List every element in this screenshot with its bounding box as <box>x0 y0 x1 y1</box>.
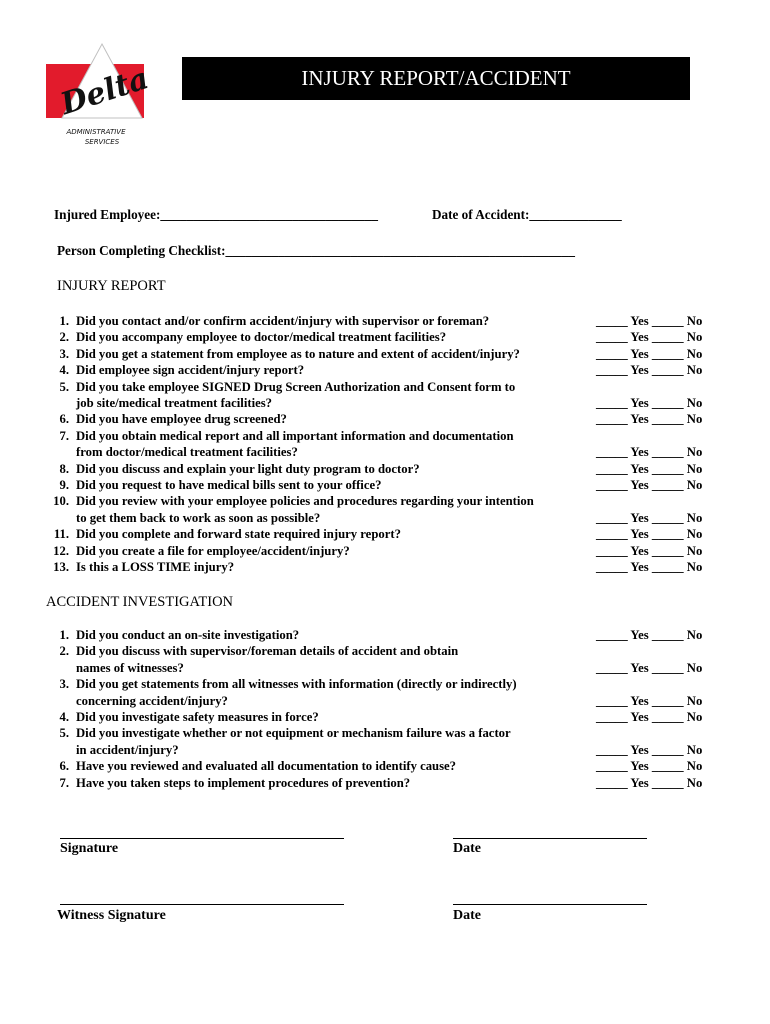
yes-no-answer-field[interactable]: _____ Yes _____ No <box>596 693 703 708</box>
question-row <box>0 627 740 643</box>
question-row <box>0 411 740 427</box>
question-text: Have you taken steps to implement procedures of prevention? <box>76 775 411 790</box>
injury-report-heading: INJURY REPORT <box>57 278 166 294</box>
question-row <box>0 725 740 741</box>
accident-investigation-heading: ACCIDENT INVESTIGATION <box>46 594 234 610</box>
witness-date-line[interactable] <box>453 904 647 905</box>
question-text: Did you accompany employee to doctor/medical treatment facilities? <box>76 330 447 345</box>
injured-employee-field[interactable]: Injured Employee:_________________________________ <box>54 207 378 222</box>
question-row-continued <box>0 444 740 460</box>
svg-text:SERVICES: SERVICES <box>84 138 120 146</box>
delta-logo <box>44 42 148 152</box>
question-text: Did you conduct an on-site investigation? <box>76 628 300 642</box>
question-number: 3. <box>59 346 69 361</box>
question-text: Did you obtain medical report and all important information and documentation <box>76 428 514 443</box>
question-row <box>0 526 740 542</box>
question-text-continued: concerning accident/injury? <box>76 693 228 708</box>
witness-signature-line[interactable] <box>60 904 344 905</box>
question-number: 11. <box>53 527 69 542</box>
date-of-accident-field[interactable]: Date of Accident:______________ <box>432 207 622 222</box>
question-number: 5. <box>59 726 69 741</box>
question-text-continued: in accident/injury? <box>76 742 179 757</box>
delta-logo-mark <box>44 42 148 152</box>
yes-no-answer-field[interactable]: _____ Yes _____ No <box>596 560 703 574</box>
question-row <box>0 676 740 692</box>
yes-no-answer-field[interactable]: _____ Yes _____ No <box>596 363 703 378</box>
question-number: 7. <box>59 428 69 443</box>
question-text-continued: names of witnesses? <box>76 660 184 675</box>
question-text-continued: from doctor/medical treatment facilities? <box>76 445 298 460</box>
question-row <box>0 709 740 725</box>
question-row-continued <box>0 742 740 758</box>
question-text: Did you get a statement from employee as to nature and extent of accident/injury? <box>76 346 520 361</box>
question-text: Did employee sign accident/injury report? <box>76 363 305 378</box>
question-row-continued <box>0 510 740 526</box>
date-label: Date <box>453 841 481 856</box>
question-row <box>0 543 740 559</box>
question-row <box>0 362 740 378</box>
question-number: 3. <box>59 677 69 692</box>
question-number: 5. <box>59 379 69 394</box>
yes-no-answer-field[interactable]: _____ Yes _____ No <box>596 396 703 410</box>
question-number: 2. <box>59 644 69 659</box>
question-number: 4. <box>59 710 69 724</box>
question-number: 13. <box>53 560 69 574</box>
page-title: INJURY REPORT/ACCIDENT <box>182 57 690 100</box>
question-text-continued: job site/medical treatment facilities? <box>76 396 273 410</box>
question-number: 4. <box>59 363 69 378</box>
yes-no-answer-field[interactable]: _____ Yes _____ No <box>596 710 703 724</box>
question-number: 6. <box>59 759 69 774</box>
question-number: 12. <box>53 543 69 558</box>
question-text: Did you request to have medical bills sent to your office? <box>76 478 382 492</box>
yes-no-answer-field[interactable]: _____ Yes _____ No <box>596 510 703 525</box>
question-number: 10. <box>53 494 69 509</box>
question-row <box>0 493 740 509</box>
question-text: Did you investigate whether or not equipment or mechanism failure was a factor <box>76 726 511 741</box>
question-number: 9. <box>59 478 69 492</box>
question-text: Did you discuss with supervisor/foreman details of accident and obtain <box>76 644 459 659</box>
yes-no-answer-field[interactable]: _____ Yes _____ No <box>596 461 703 476</box>
question-text: Did you review with your employee policies and procedures regarding your intention <box>76 494 534 509</box>
signature-label: Signature <box>60 841 119 856</box>
question-text: Did you contact and/or confirm accident/injury with supervisor or foreman? <box>76 314 490 328</box>
yes-no-answer-field[interactable]: _____ Yes _____ No <box>596 759 703 774</box>
question-row <box>0 559 740 575</box>
svg-text:Delta: Delta <box>56 61 148 123</box>
question-text: Is this a LOSS TIME injury? <box>76 560 235 574</box>
yes-no-answer-field[interactable]: _____ Yes _____ No <box>596 775 703 790</box>
yes-no-answer-field[interactable]: _____ Yes _____ No <box>596 527 703 542</box>
question-row-continued <box>0 395 740 411</box>
question-row <box>0 775 740 791</box>
question-text: Did you get statements from all witnesses with information (directly or indirectly) <box>76 677 517 692</box>
question-number: 6. <box>59 412 69 427</box>
question-row <box>0 461 740 477</box>
question-number: 8. <box>59 461 69 476</box>
question-row <box>0 313 740 329</box>
yes-no-answer-field[interactable]: _____ Yes _____ No <box>596 478 703 492</box>
question-number: 7. <box>59 775 69 790</box>
yes-no-answer-field[interactable]: _____ Yes _____ No <box>596 314 703 328</box>
question-row <box>0 379 740 395</box>
witness-date-label: Date <box>453 908 481 923</box>
question-text: Did you complete and forward state required injury report? <box>76 527 401 542</box>
question-row <box>0 329 740 345</box>
yes-no-answer-field[interactable]: _____ Yes _____ No <box>596 412 703 427</box>
person-completing-field[interactable]: Person Completing Checklist:_____________________________________________________ <box>57 243 575 258</box>
yes-no-answer-field[interactable]: _____ Yes _____ No <box>596 742 703 757</box>
question-text: Have you reviewed and evaluated all documentation to identify cause? <box>76 759 457 774</box>
signature-line[interactable] <box>60 838 344 839</box>
question-row <box>0 758 740 774</box>
yes-no-answer-field[interactable]: _____ Yes _____ No <box>596 543 703 558</box>
question-row <box>0 643 740 659</box>
yes-no-answer-field[interactable]: _____ Yes _____ No <box>596 660 703 675</box>
question-row-continued <box>0 660 740 676</box>
question-number: 1. <box>59 628 69 642</box>
yes-no-answer-field[interactable]: _____ Yes _____ No <box>596 628 703 642</box>
question-text: Did you discuss and explain your light duty program to doctor? <box>76 461 420 476</box>
question-number: 2. <box>59 330 69 345</box>
date-line[interactable] <box>453 838 647 839</box>
question-row <box>0 428 740 444</box>
yes-no-answer-field[interactable]: _____ Yes _____ No <box>596 346 703 361</box>
yes-no-answer-field[interactable]: _____ Yes _____ No <box>596 445 703 460</box>
question-text: Did you take employee SIGNED Drug Screen Authorization and Consent form to <box>76 379 516 394</box>
question-text: Did you investigate safety measures in force? <box>76 710 319 724</box>
question-text: Did you have employee drug screened? <box>76 412 287 427</box>
question-row <box>0 346 740 362</box>
question-text-continued: to get them back to work as soon as possible? <box>76 510 321 525</box>
witness-signature-label: Witness Signature <box>57 908 166 923</box>
question-row <box>0 477 740 493</box>
question-number: 1. <box>59 314 69 328</box>
svg-text:ADMINISTRATIVE: ADMINISTRATIVE <box>66 128 126 136</box>
yes-no-answer-field[interactable]: _____ Yes _____ No <box>596 330 703 345</box>
question-row-continued <box>0 693 740 709</box>
question-text: Did you create a file for employee/accident/injury? <box>76 543 350 558</box>
